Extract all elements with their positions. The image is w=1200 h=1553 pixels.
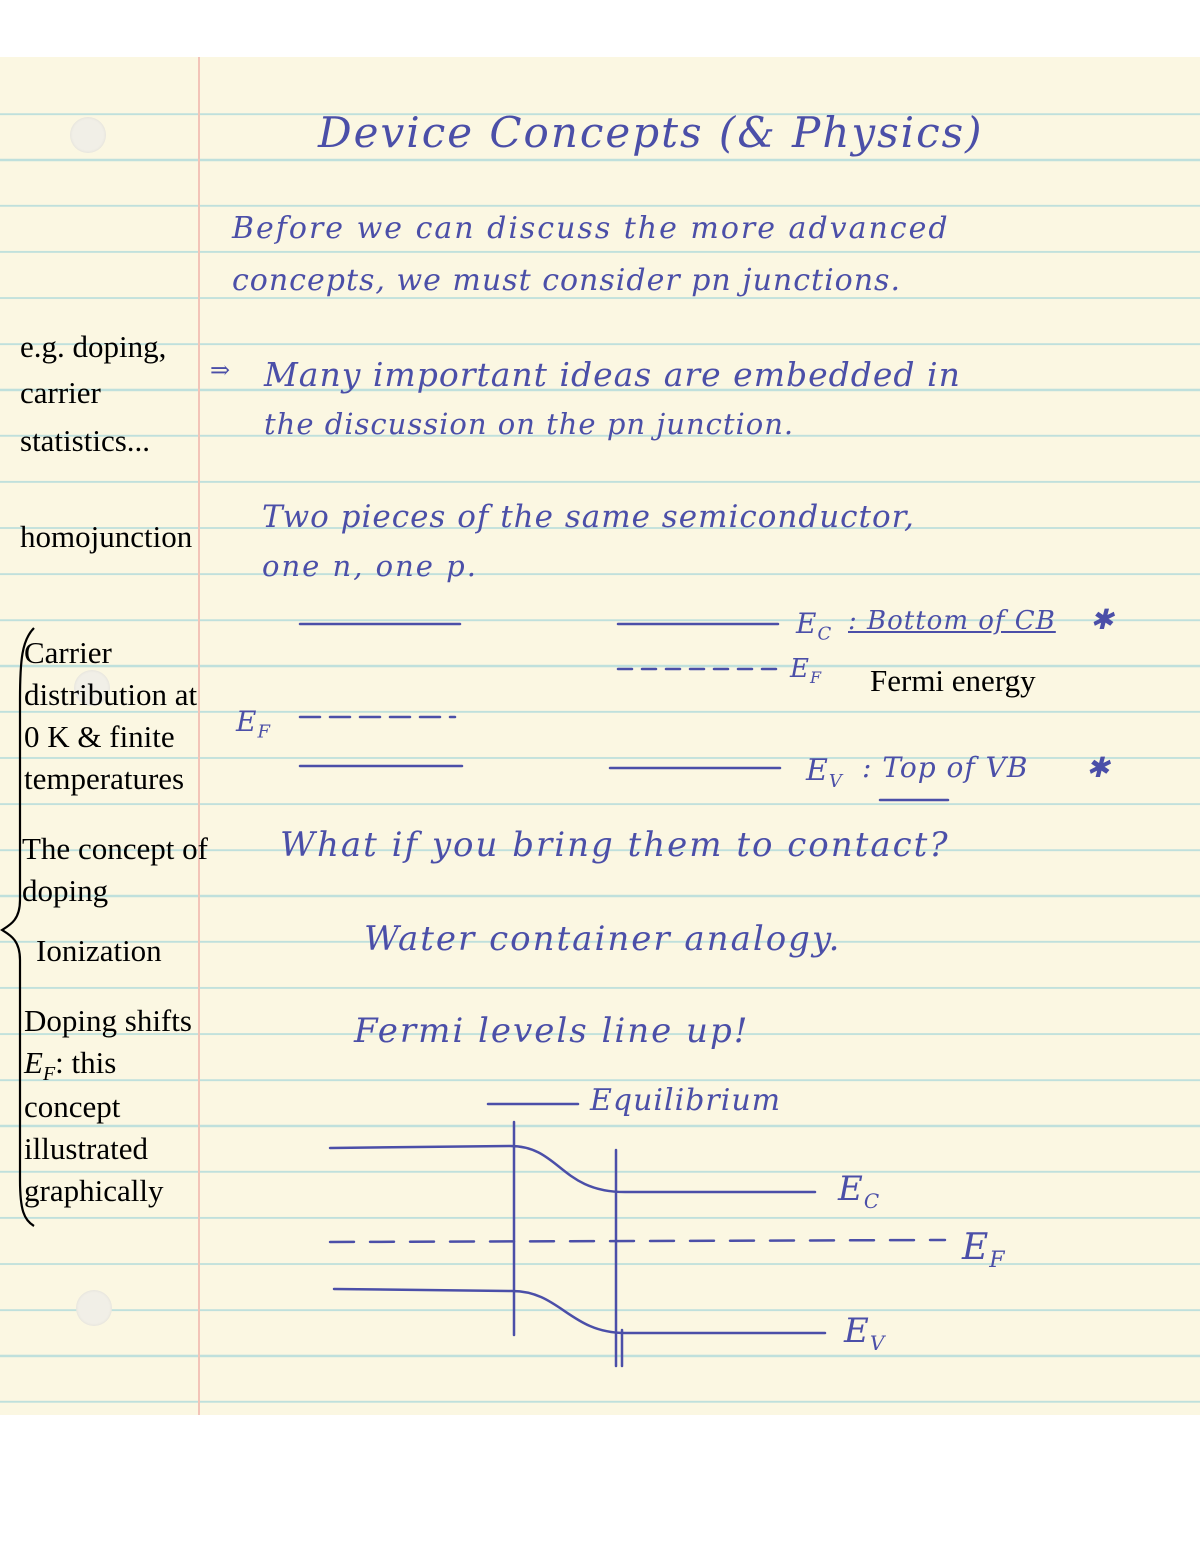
equilibrium-label: Equilibrium	[590, 1083, 782, 1118]
ec-label: $E_C$	[796, 607, 833, 645]
doping-shifts-line-1: Doping shifts	[24, 1003, 192, 1038]
doping-shifts-line-3: concept	[24, 1089, 121, 1124]
star-icon: ✱	[1086, 751, 1111, 784]
diagram-ec-label: $E_C$	[838, 1169, 881, 1213]
doping-note-line-2: carrier	[20, 375, 101, 410]
intro-line-2: concepts, we must consider pn junctions.	[232, 263, 901, 298]
point2-line-2: one n, one p.	[262, 549, 478, 583]
ev-band-bent	[334, 1289, 825, 1333]
fermi-energy-note: Fermi energy	[870, 663, 1036, 698]
ec-band-bent	[330, 1146, 815, 1192]
carrier-distribution-line-1: Carrier	[24, 635, 112, 670]
doping-shifts-line-4: illustrated	[24, 1131, 148, 1166]
ionization-note: Ionization	[36, 933, 162, 968]
fermi-line-up: Fermi levels line up!	[354, 1011, 750, 1051]
intro-line-1: Before we can discuss the more advanced	[232, 211, 950, 246]
diagram-ev-label: $E_V$	[844, 1311, 886, 1355]
ev-label: $E_V$	[806, 753, 843, 792]
point1-line-1: Many important ideas are embedded in	[264, 355, 961, 394]
point1-line-2: the discussion on the pn junction.	[264, 407, 795, 441]
carrier-distribution-line-4: temperatures	[24, 761, 185, 796]
diagram-ef-label: $E_F$	[962, 1227, 1006, 1274]
ec-description: : Bottom of CB	[848, 606, 1056, 636]
doping-shifts-line-5: graphically	[24, 1173, 164, 1208]
page-title: Device Concepts (& Physics)	[318, 108, 984, 157]
ef-band-flat	[330, 1240, 945, 1242]
carrier-distribution-line-2: distribution at	[24, 677, 198, 712]
arrow-marker: ⇒	[210, 356, 232, 384]
concept-of-doping-line-1: The concept of	[22, 831, 208, 866]
star-icon: ✱	[1090, 603, 1115, 636]
ef-left-label: $E_F$	[236, 705, 271, 743]
homojunction-note: homojunction	[20, 519, 193, 554]
analogy: Water container analogy.	[364, 919, 842, 959]
ef-label: $E_F$	[790, 654, 823, 688]
carrier-distribution-line-3: 0 K & finite	[24, 719, 175, 754]
doping-note-line-3: statistics...	[20, 423, 151, 458]
doping-shifts-line-2: $E_F$: this	[24, 1045, 117, 1086]
concept-of-doping-line-2: doping	[22, 873, 109, 908]
point2-line-1: Two pieces of the same semiconductor,	[262, 499, 915, 535]
ev-description: : Top of VB	[862, 751, 1029, 784]
doping-note-line-1: e.g. doping,	[20, 329, 167, 364]
question: What if you bring them to contact?	[280, 825, 950, 865]
